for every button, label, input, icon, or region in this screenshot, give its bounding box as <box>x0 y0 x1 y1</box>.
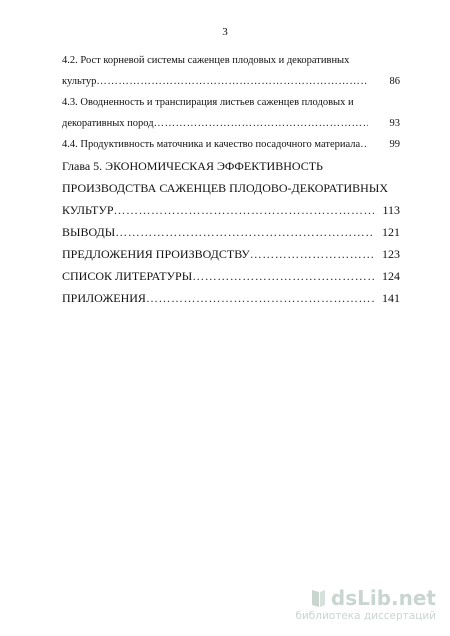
toc-entry-text: СПИСОК ЛИТЕРАТУРЫ <box>62 269 193 283</box>
toc-leader-dots <box>154 113 368 134</box>
toc-line-references <box>62 265 400 287</box>
toc-entry-text: декоративных пород <box>62 118 154 129</box>
toc-leader-dots <box>250 243 374 265</box>
toc-entry-text: культур <box>62 76 97 87</box>
toc-line-proposals <box>62 243 400 265</box>
toc-entry-text: ПРЕДЛОЖЕНИЯ ПРОИЗВОДСТВУ <box>62 247 250 261</box>
watermark-logo-text: dsLib.net <box>330 586 436 610</box>
toc-entry-text: ПРИЛОЖЕНИЯ <box>62 291 146 305</box>
toc-page-number: 99 <box>389 139 400 150</box>
toc-leader-dots <box>360 134 368 155</box>
toc-leader-dots <box>146 287 374 309</box>
toc-line-chapter5 <box>62 199 400 221</box>
toc-line-4-2-title <box>62 50 400 71</box>
toc-page-number: 86 <box>389 76 400 87</box>
toc-page-number: 124 <box>382 269 400 283</box>
toc-page-number: 141 <box>382 291 400 305</box>
toc-line-conclusions <box>62 221 400 243</box>
toc-entry-text: ВЫВОДЫ <box>62 225 116 239</box>
toc-page-number: 121 <box>382 225 400 239</box>
book-icon <box>310 588 326 608</box>
table-of-contents <box>62 50 400 309</box>
toc-page-number: 93 <box>389 118 400 129</box>
toc-page-number: 123 <box>382 247 400 261</box>
toc-leader-dots <box>114 199 374 221</box>
toc-entry-text: Глава 5. ЭКОНОМИЧЕСКАЯ ЭФФЕКТИВНОСТЬ <box>62 159 323 173</box>
page-number: 3 <box>222 26 228 38</box>
toc-line-chapter5-1 <box>62 155 400 177</box>
toc-entry-text: 4.3. Оводненность и транспирация листьев саженцев плодовых и <box>62 97 354 108</box>
watermark-logo <box>256 587 436 609</box>
toc-line-4-4 <box>62 134 400 155</box>
toc-line-4-3 <box>62 113 400 134</box>
toc-entry-text: 4.2. Рост корневой системы саженцев плодовых и декоративных <box>62 55 350 66</box>
toc-leader-dots <box>96 71 368 92</box>
toc-entry-text: КУЛЬТУР <box>62 203 114 217</box>
toc-line-chapter5-2 <box>62 177 400 199</box>
watermark <box>256 587 436 622</box>
toc-line-4-3-title <box>62 92 400 113</box>
toc-line-4-2 <box>62 71 400 92</box>
toc-line-appendices <box>62 287 400 309</box>
toc-entry-text: ПРОИЗВОДСТВА САЖЕНЦЕВ ПЛОДОВО-ДЕКОРАТИВНЫХ <box>62 181 388 195</box>
toc-page-number: 113 <box>382 203 400 217</box>
watermark-subtitle: библиотека диссертаций <box>295 610 436 622</box>
toc-leader-dots <box>115 221 374 243</box>
toc-entry-text: 4.4. Продуктивность маточника и качество посадочного материала <box>62 139 361 150</box>
toc-leader-dots <box>192 265 374 287</box>
